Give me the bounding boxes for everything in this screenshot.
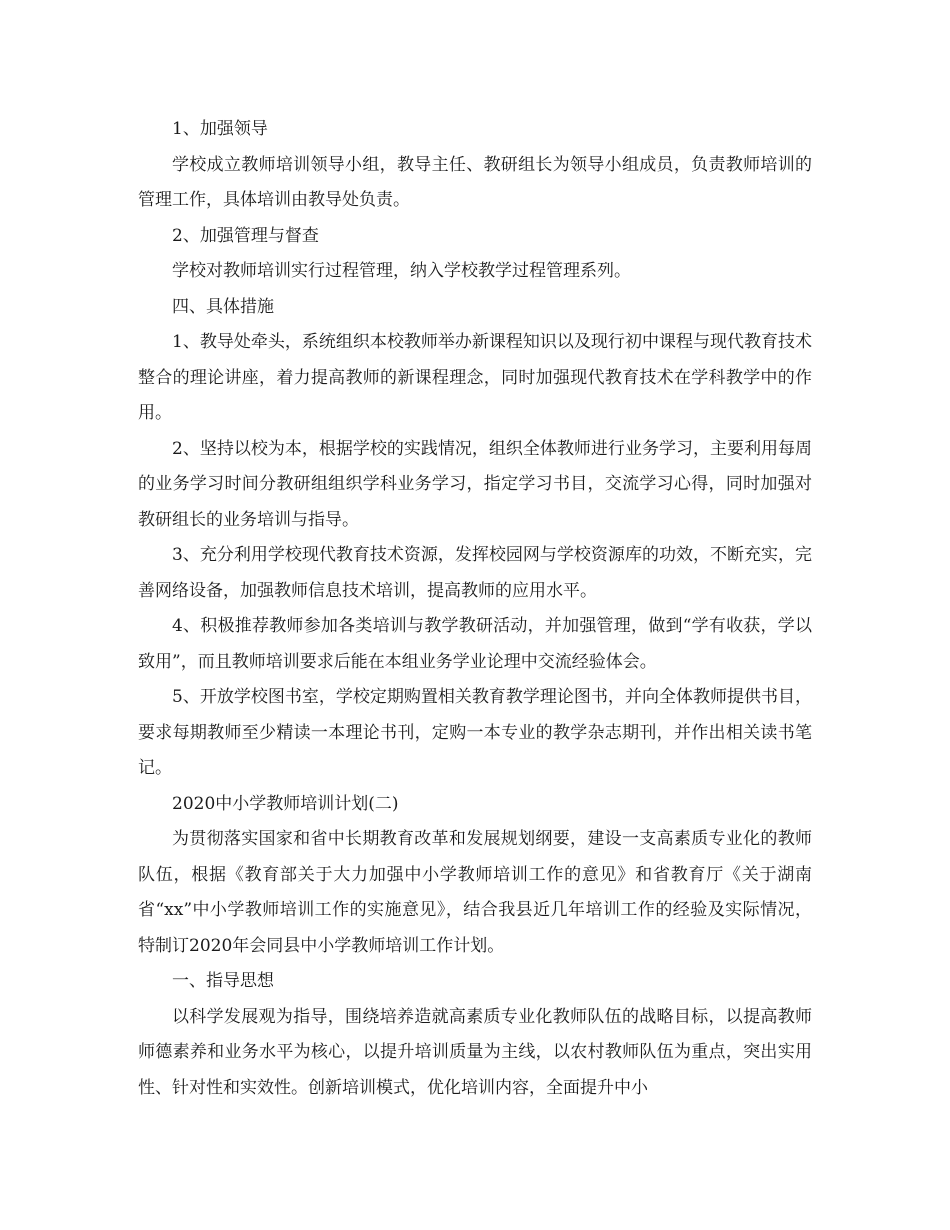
body-paragraph: 学校成立教师培训领导小组，教导主任、教研组长为领导小组成员，负责教师培训的管理工作，具体培训由教导处负责。 xyxy=(138,154,812,210)
body-paragraph: 1、教导处牵头，系统组织本校教师举办新课程知识以及现行初中课程与现代教育技术整合的理论讲座，着力提高教师的新课程理念，同时加强现代教育技术在学科教学中的作用。 xyxy=(138,332,812,423)
section-heading: 2、加强管理与督查 xyxy=(172,225,319,246)
body-paragraph: 5、开放学校图书室，学校定期购置相关教育教学理论图书，并向全体教师提供书目，要求每期教师至少精读一本理论书刊，定购一本专业的教学杂志期刊，并作出相关读书笔记。 xyxy=(138,687,812,778)
body-paragraph: 学校对教师培训实行过程管理，纳入学校教学过程管理系列。 xyxy=(172,261,631,281)
body-paragraph: 3、充分利用学校现代教育技术资源，发挥校园网与学校资源库的功效，不断充实，完善网络设备，加强教师信息技术培训，提高教师的应用水平。 xyxy=(138,545,812,601)
body-paragraph: 以科学发展观为指导，围绕培养造就高素质专业化教师队伍的战略目标，以提高教师师德素养和业务水平为核心，以提升培训质量为主线，以农村教师队伍为重点，突出实用性、针对性和实效性。创新培训模式，优化培训内容，全面提升中小 xyxy=(138,1006,812,1098)
body-paragraph: 为贯彻落实国家和省中长期教育改革和发展规划纲要，建设一支高素质专业化的教师队伍，根据《教育部关于大力加强中小学教师培训工作的意见》和省教育厅《关于湖南省“xx”中小学教师培训工作的实施意见》，结合我县近几年培训工作的经验及实际情况，特制订2020年会同县中小学教师培训工作计划。 xyxy=(138,829,812,956)
section-heading: 一、指导思想 xyxy=(172,971,274,991)
body-paragraph: 2、坚持以校为本，根据学校的实践情况，组织全体教师进行业务学习，主要利用每周的业务学习时间分教研组组织学科业务学习，指定学习书目，交流学习心得，同时加强对教研组长的业务培训与指导。 xyxy=(138,438,812,530)
section-heading: 四、具体措施 xyxy=(172,296,274,317)
document-body xyxy=(138,112,812,1106)
body-paragraph: 4、积极推荐教师参加各类培训与教学教研活动，并加强管理，做到“学有收获，学以致用”，而且教师培训要求后能在本组业务学业论理中交流经验体会。 xyxy=(138,616,812,672)
document-subtitle: 2020中小学教师培训计划(二) xyxy=(172,793,399,814)
section-heading: 1、加强领导 xyxy=(172,119,268,139)
